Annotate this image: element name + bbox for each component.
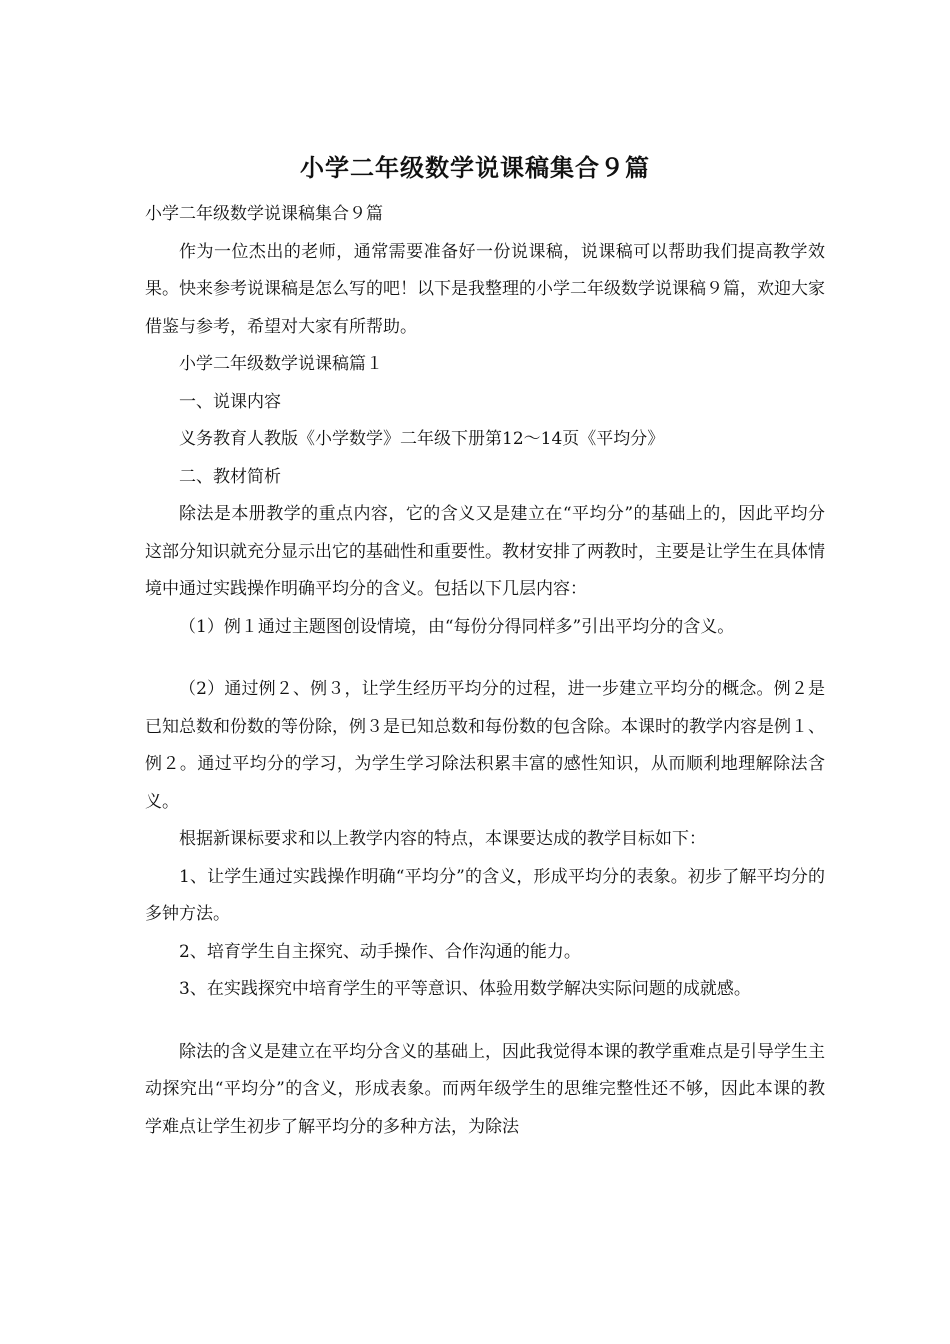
list-item: 1、让学生通过实践操作明确“平均分”的含义，形成平均分的表象。初步了解平均分的多钟方法。: [145, 866, 825, 924]
content-paragraph: 除法的含义是建立在平均分含义的基础上，因此我觉得本课的教学重难点是引导学生主动探究出“平均分”的含义，形成表象。而两年级学生的思维完整性还不够，因此本课的教学难点让学生初步了解平均分的多种方法，为除法: [145, 1041, 825, 1137]
document-title: 小学二年级数学说课稿集合９篇: [300, 154, 650, 182]
document-body: [145, 196, 825, 1146]
subtitle-line: 小学二年级数学说课稿集合９篇: [145, 204, 383, 224]
paragraph-spacer: [145, 1009, 825, 1034]
section-heading: 小学二年级数学说课稿篇１: [179, 354, 383, 374]
content-paragraph: 除法是本册教学的重点内容，它的含义又是建立在“平均分”的基础上的，因此平均分这部分知识就充分显示出它的基础性和重要性。教材安排了两教时，主要是让学生在具体情境中通过实践操作明确平均分的含义。包括以下几层内容：: [145, 504, 825, 599]
list-item: （2）通过例２、例３，让学生经历平均分的过程，进一步建立平均分的概念。例２是已知总数和份数的等份除，例３是已知总数和每份数的包含除。本课时的教学内容是例１、例２。通过平均分的学习，为学生学习除法积累丰富的感性知识，从而顺利地理解除法含义。: [145, 679, 825, 812]
content-paragraph: 根据新课标要求和以上教学内容的特点，本课要达成的教学目标如下：: [179, 829, 706, 849]
section-heading: 二、教材简析: [179, 466, 281, 487]
paragraph-spacer: [145, 646, 825, 671]
content-paragraph: 义务教育人教版《小学数学》二年级下册第12～14页《平均分》: [179, 429, 665, 449]
list-item: （1）例１通过主题图创设情境，由“每份分得同样多”引出平均分的含义。: [179, 616, 735, 637]
list-item: 3、在实践探究中培育学生的平等意识、体验用数学解决实际问题的成就感。: [179, 979, 751, 999]
section-heading: 一、说课内容: [179, 391, 281, 412]
list-item: 2、培育学生自主探究、动手操作、合作沟通的能力。: [179, 941, 581, 962]
intro-paragraph: 作为一位杰出的老师，通常需要准备好一份说课稿，说课稿可以帮助我们提高教学效果。快来参考说课稿是怎么写的吧！以下是我整理的小学二年级数学说课稿９篇，欢迎大家借鉴与参考，希望对大家有所帮助。: [145, 241, 825, 337]
